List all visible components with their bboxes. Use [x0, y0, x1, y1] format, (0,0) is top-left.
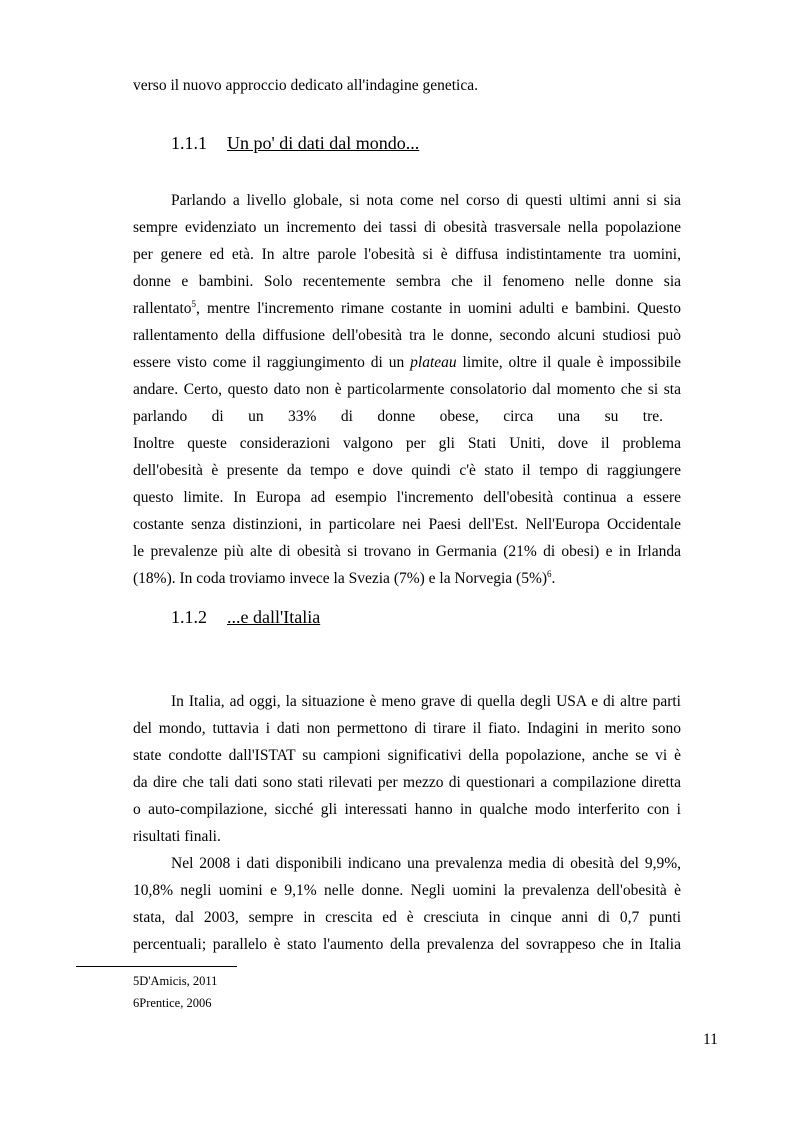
footnote-ref: 5 [191, 299, 197, 309]
body-line: le prevalenze più alte di obesità si trovano in Germania (21% di obesi) e in Irlanda [133, 543, 681, 560]
body-line [133, 299, 681, 319]
body-line: Parlando a livello globale, si nota come nel corso di questi ultimi anni si sia [171, 192, 681, 209]
section-number: 1.1.2 [171, 607, 207, 627]
section-number: 1.1.1 [171, 133, 207, 153]
body-line: donne e bambini. Solo recentemente sembra che il fenomeno nelle donne sia [133, 273, 681, 290]
footnote-separator [76, 966, 237, 967]
text-run: essere visto come il raggiungimento di un [133, 354, 411, 371]
body-line: dell'obesità è presente da tempo e dove quindi c'è stato il tempo di raggiungere [133, 462, 681, 479]
body-line: In Italia, ad oggi, la situazione è meno grave di quella degli USA e di altre parti [171, 693, 681, 710]
section-title: ...e dall'Italia [227, 607, 321, 627]
text-run: limite, oltre il quale è impossibile [456, 354, 681, 371]
body-line: costante senza distinzioni, in particolare nei Paesi dell'Est. Nell'Europa Occidentale [133, 516, 681, 533]
body-line: state condotte dall'ISTAT su campioni significativi della popolazione, anche se vi è [133, 747, 681, 764]
text-run: . [551, 570, 556, 587]
body-line: parlando di un 33% di donne obese, circa una su tre. [133, 408, 663, 425]
body-line: sempre evidenziato un incremento dei tassi di obesità trasversale nella popolazione [133, 219, 681, 236]
footnote: 5D'Amicis, 2011 [133, 974, 218, 988]
body-line [133, 353, 681, 373]
text-run: rallentato [133, 300, 192, 317]
emphasis: plateau [410, 354, 457, 371]
text-run: (18%). In coda troviamo invece la Svezia (7%) e la Norvegia (5%) [133, 570, 548, 587]
footnote: 6Prentice, 2006 [133, 996, 212, 1010]
body-line: percentuali; parallelo è stato l'aumento della prevalenza del sovrappeso che in Italia [133, 936, 681, 953]
section-heading-1-1-1 [171, 131, 419, 155]
text-run: , mentre l'incremento rimane costante in uomini adulti e bambini. Questo [196, 300, 681, 317]
body-line: questo limite. In Europa ad esempio l'incremento dell'obesità continua a essere [133, 489, 681, 506]
page-number: 11 [703, 1031, 718, 1048]
body-line: andare. Certo, questo dato non è particolarmente consolatorio dal momento che si sta [133, 381, 681, 398]
footnote-ref: 6 [547, 569, 552, 579]
section-title: Un po' di dati dal mondo... [227, 133, 420, 153]
body-line: rallentamento della diffusione dell'obesità tra le donne, secondo alcuni studiosi può [133, 327, 681, 344]
body-line: Nel 2008 i dati disponibili indicano una prevalenza media di obesità del 9,9%, [171, 855, 681, 872]
intro-line: verso il nuovo approccio dedicato all'indagine genetica. [133, 77, 478, 94]
body-line: stata, dal 2003, sempre in crescita ed è cresciuta in cinque anni di 0,7 punti [133, 909, 681, 926]
body-line: risultati finali. [133, 828, 221, 845]
body-line: Inoltre queste considerazioni valgono per gli Stati Uniti, dove il problema [133, 435, 681, 452]
body-line: o auto-compilazione, sicché gli interessati hanno in qualche modo interferito con i [133, 801, 681, 818]
body-line [133, 569, 555, 589]
body-line: da dire che tali dati sono stati rilevati per mezzo di questionari a compilazione diretta [133, 774, 681, 791]
body-line: 10,8% negli uomini e 9,1% nelle donne. Negli uomini la prevalenza dell'obesità è [133, 882, 681, 899]
body-line: per genere ed età. In altre parole l'obesità si è diffusa indistintamente tra uomini, [133, 246, 681, 263]
body-line: del mondo, tuttavia i dati non permettono di tirare il fiato. Indagini in merito sono [133, 720, 681, 737]
section-heading-1-1-2 [171, 605, 320, 629]
